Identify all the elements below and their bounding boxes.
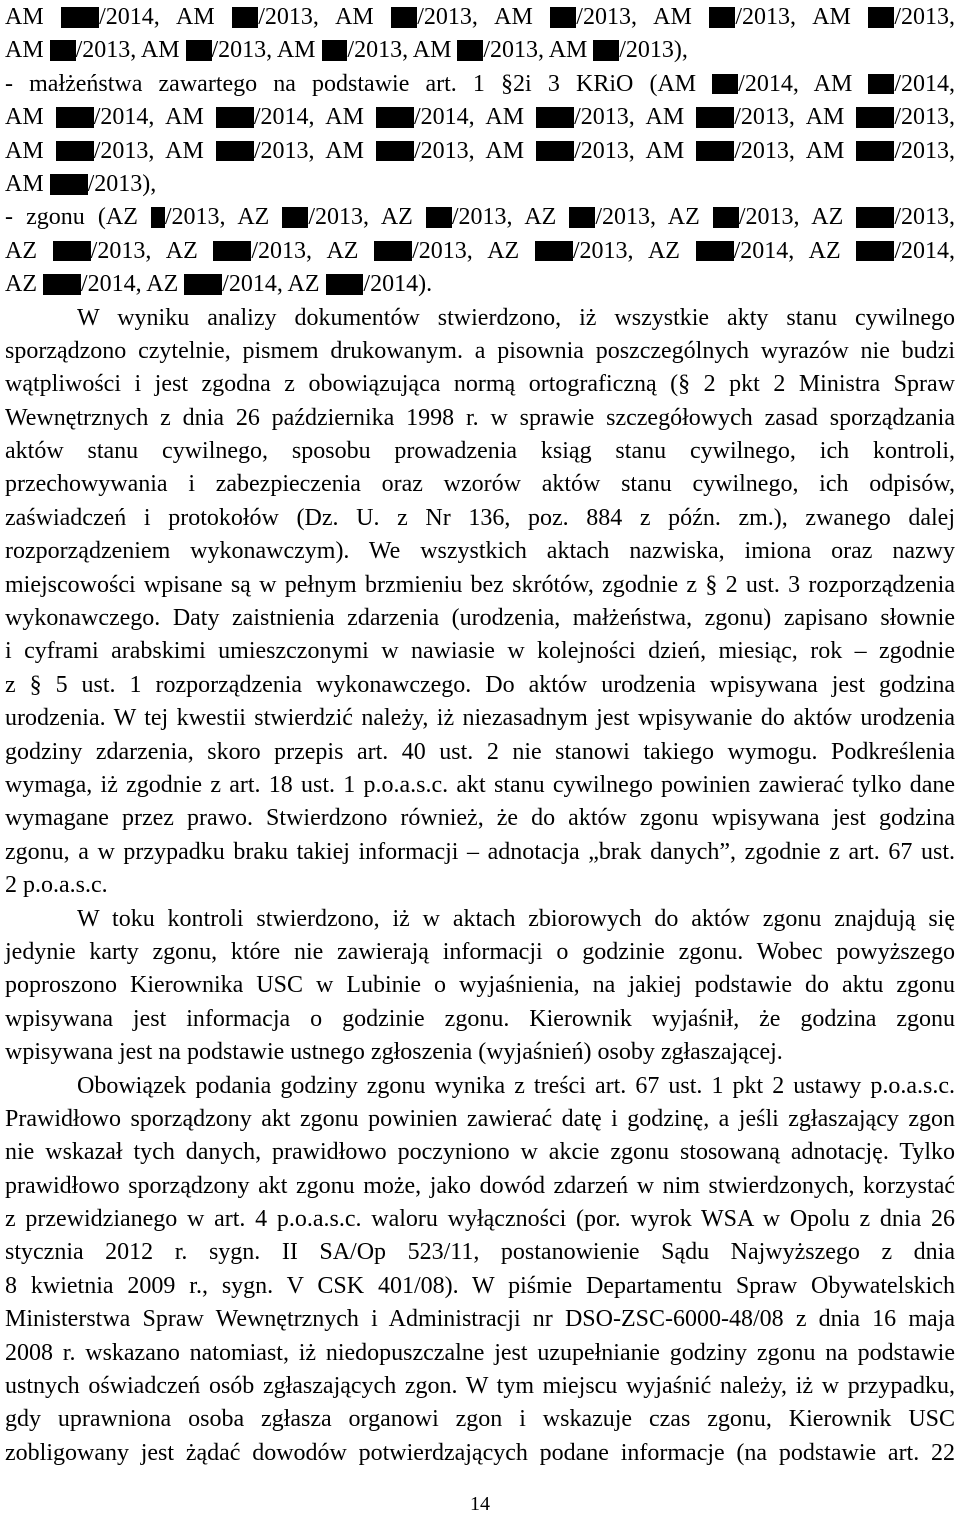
redaction-box [56, 141, 94, 162]
redaction-box [50, 40, 76, 61]
redaction-box [216, 107, 254, 128]
text-line: stycznia 2012 r. sygn. II SA/Op 523/11, postanowienie Sądu Najwyższego z dnia [5, 1239, 955, 1266]
text-line: Prawidłowo sporządzony akt zgonu powinien zawierać datę i godzinę, a jeśli zgłaszający zgon [5, 1105, 955, 1132]
text-line: - małżeństwa zawartego na podstawie art. 1 §2i 3 KRiO (AM /2014, AM /2014, [5, 70, 956, 97]
text-line: Obowiązek podania godziny zgonu wynika z treści art. 67 ust. 1 pkt 2 ustawy p.o.a.s.c. [77, 1072, 955, 1099]
redaction-box [374, 241, 412, 262]
text-line: gdy uprawniona osoba zgłasza organowi zgon i wskazuje czas zgonu, Kierownik USC [5, 1406, 955, 1433]
text-line: AM /2013), [5, 170, 157, 197]
text-line: jedynie karty zgonu, które nie zawierają informacji o godzinie zgonu. Wobec powyższego [5, 938, 955, 965]
redaction-box [213, 241, 251, 262]
text-line: z § 5 ust. 1 rozporządzenia wykonawczego. Do aktów urodzenia wpisywana jest godzina [5, 671, 955, 698]
redaction-box [53, 241, 91, 262]
text-line: AM /2013, AM /2013, AM /2013, AM /2013, AM /2013, AM /2013, [5, 137, 956, 164]
redaction-box [43, 274, 81, 295]
text-line: nie wskazał tych danych, prawidłowo poczyniono w akcie zgonu stosowaną adnotację. Tylko [5, 1139, 955, 1166]
redaction-box [322, 40, 348, 61]
text-line: prawidłowo sporządzony akt zgonu może, jako dowód zdarzeń w nim stwierdzonych, korzystać [5, 1172, 955, 1199]
text-line: 2 p.o.a.s.c. [5, 872, 108, 899]
page-number: 14 [470, 1493, 490, 1515]
redaction-box [593, 40, 619, 61]
text-line: AZ /2014, AZ /2014, AZ /2014). [5, 271, 433, 298]
redaction-box [856, 107, 894, 128]
redaction-box [696, 241, 734, 262]
redaction-box [232, 7, 258, 28]
text-line: Ministerstwa Spraw Wewnętrznych i Administracji nr DSO-ZSC-6000-48/08 z dnia 16 maja [5, 1306, 955, 1333]
text-line: poproszono Kierownika USC w Lubinie o wyjaśnienia, na jakiej podstawie do aktu zgonu [5, 972, 955, 999]
redaction-box [856, 207, 894, 228]
redaction-box [326, 274, 364, 295]
paragraph-inspection-findings [5, 903, 955, 1070]
redaction-box [56, 107, 94, 128]
text-line: miejscowości wpisane są w pełnym brzmieniu bez skrótów, zgodnie z § 2 ust. 3 rozporządzenia [5, 571, 955, 598]
text-line: AM /2013, AM /2013, AM /2013, AM /2013, AM /2013), [5, 37, 688, 64]
redaction-box [61, 7, 99, 28]
text-line: wątpliwości i jest zgodna z obowiązująca normą ortograficzną (§ 2 pkt 2 Ministra Spraw [5, 371, 955, 398]
paragraph-analysis-findings [5, 302, 955, 903]
paragraph-birth-records-continued [5, 1, 955, 68]
redaction-box [391, 7, 417, 28]
paragraph-marriage-records [5, 68, 955, 202]
text-line: aktów stanu cywilnego, sposobu prowadzenia ksiąg stanu cywilnego, ich kontroli, [5, 438, 955, 465]
redaction-box [216, 141, 254, 162]
text-line: rozporządzeniem wykonawczym). We wszystkich aktach nazwiska, imiona oraz nazwy [5, 538, 955, 565]
text-line: AM /2014, AM /2014, AM /2014, AM /2013, AM /2013, AM /2013, [5, 104, 956, 131]
text-line: zobligowany jest żądać dowodów potwierdzających podane informacje (na podstawie art. 22 [5, 1439, 955, 1466]
text-line: W wyniku analizy dokumentów stwierdzono, iż wszystkie akty stanu cywilnego [77, 304, 955, 331]
redaction-box [550, 7, 576, 28]
redaction-box [868, 7, 894, 28]
redaction-box [696, 141, 734, 162]
redaction-box [569, 207, 595, 228]
text-line: AM /2014, AM /2013, AM /2013, AM /2013, AM /2013, AM /2013, [5, 4, 956, 30]
redaction-box [535, 241, 573, 262]
redaction-box [457, 40, 483, 61]
text-line: 8 kwietnia 2009 r., sygn. V CSK 401/08). W piśmie Departamentu Spraw Obywatelskich [5, 1272, 955, 1299]
redaction-box [282, 207, 308, 228]
text-line: ustnych oświadczeń osób zgłaszających zgon. W tym miejscu wyjaśnić należy, iż w przypadku, [5, 1373, 955, 1400]
text-line: - zgonu (AZ /2013, AZ /2013, AZ /2013, AZ /2013, AZ /2013, AZ /2013, [5, 204, 955, 231]
redaction-box [856, 241, 894, 262]
text-line: sporządzono czytelnie, pismem drukowanym. a pisownia poszczególnych wyrazów nie budzi [5, 337, 955, 364]
redaction-box [186, 40, 212, 61]
text-line: z przewidzianego w art. 4 p.o.a.s.c. waloru wyłączności (por. wyrok WSA w Opolu z dnia 26 [5, 1206, 955, 1233]
text-line: AZ /2013, AZ /2013, AZ /2013, AZ /2013, AZ /2014, AZ /2014, [5, 237, 955, 264]
text-line: wymagane przez prawo. Stwierdzono również, że do aktów zgonu wpisywana jest godzina [5, 805, 955, 832]
text-line: zaświadczeń i protokołów (Dz. U. z Nr 136, poz. 884 z późn. zm.), zwanego dalej [5, 504, 955, 531]
redaction-box [376, 141, 414, 162]
redaction-box [696, 107, 734, 128]
paragraph-death-records [5, 201, 955, 301]
text-line: i cyframi arabskimi umieszczonymi w nawiasie w kolejności dzień, miesiąc, rok – zgodnie [5, 638, 955, 665]
redaction-box [536, 141, 574, 162]
text-line: wpisywana jest informacja o godzinie zgonu. Kierownik wyjaśnił, że godzina zgonu [5, 1005, 955, 1032]
redaction-box [856, 141, 894, 162]
redaction-box [536, 107, 574, 128]
redaction-box [712, 74, 738, 95]
paragraph-legal-obligation [5, 1070, 955, 1471]
text-line: wymaga, iż zgodnie z art. 18 ust. 1 p.o.a.s.c. akt stanu cywilnego powinien zawierać tylko dane [5, 771, 955, 798]
redaction-box [376, 107, 414, 128]
document-body [5, 1, 955, 1470]
text-line: godziny zdarzenia, skoro przepis art. 40 ust. 2 nie stanowi takiego wymogu. Podkreślenia [5, 738, 955, 765]
redaction-box [426, 207, 452, 228]
text-line: W toku kontroli stwierdzono, iż w aktach zbiorowych do aktów zgonu znajdują się [77, 905, 955, 932]
text-line: Wewnętrznych z dnia 26 października 1998 r. w sprawie szczegółowych zasad sporządzania [5, 404, 955, 431]
redaction-box [713, 207, 739, 228]
redaction-box [868, 74, 894, 95]
redaction-box [151, 207, 165, 228]
text-line: wykonawczego. Daty zaistnienia zdarzenia (urodzenia, małżeństwa, zgonu) zapisano słownie [5, 605, 955, 632]
text-line: przechowywania i zabezpieczenia oraz wzorów aktów stanu cywilnego, ich odpisów, [5, 471, 955, 498]
text-line: wpisywana jest na podstawie ustnego zgłoszenia (wyjaśnień) osoby zgłaszającej. [5, 1039, 783, 1066]
text-line: 2008 r. wskazano natomiast, iż niedopuszczalne jest uzupełnianie godziny zgonu na podstawie [5, 1339, 955, 1366]
redaction-box [184, 274, 222, 295]
text-line: zgonu, a w przypadku braku takiej informacji – adnotacja „brak danych”, zgodnie z art. 67 ust. [5, 838, 955, 865]
text-line: urodzenia. W tej kwestii stwierdzić należy, iż niezasadnym jest wpisywanie do aktów urodzenia [5, 705, 955, 732]
redaction-box [709, 7, 735, 28]
redaction-box [50, 174, 88, 195]
